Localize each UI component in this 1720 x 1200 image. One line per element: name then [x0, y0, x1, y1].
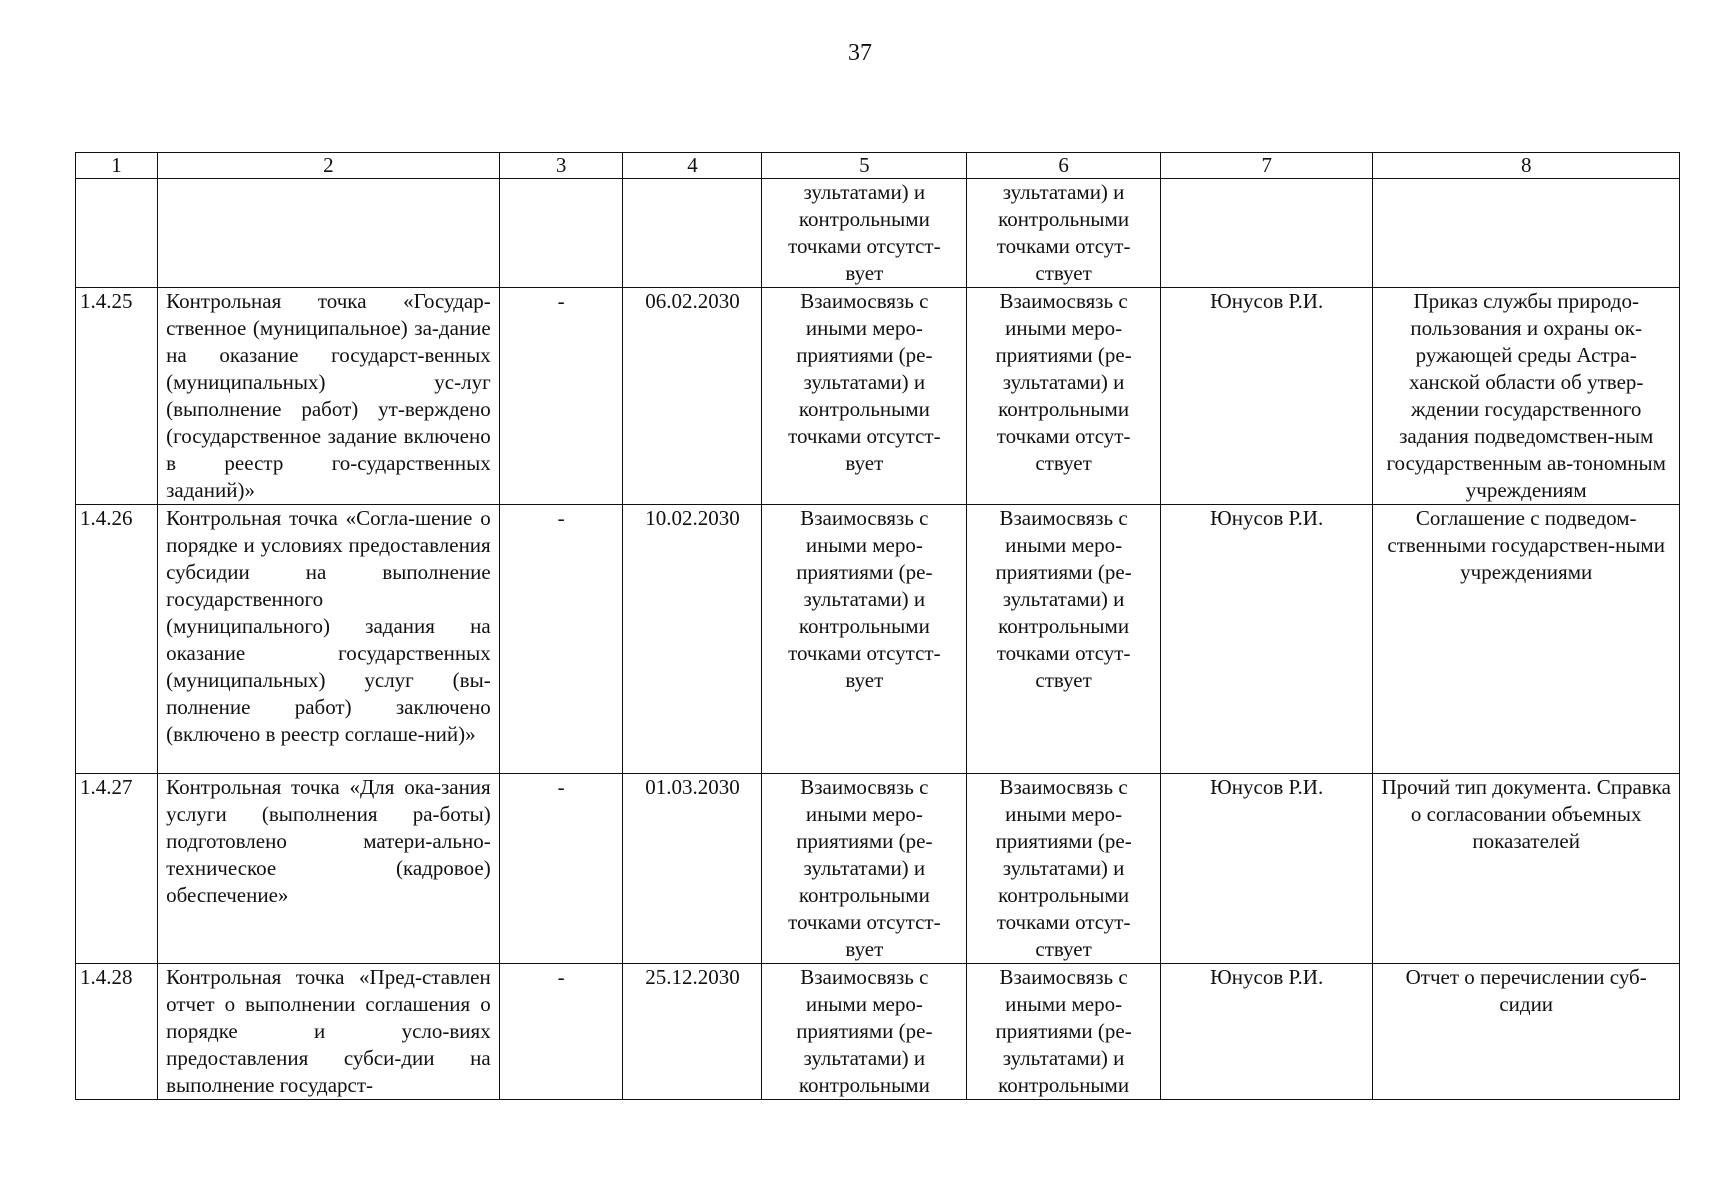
cell-number: 1.4.28: [76, 964, 158, 1100]
cell-control-point: Контрольная точка «Согла-шение о порядке и условиях предоставления субсидии на выполнение государственного (муниципального) задания на оказание государственных (муниципальных) услуг (вы-полнение работ) заключено (включено в реестр соглаше-ний)»: [158, 505, 500, 774]
cell-relation-5: Взаимосвязь с иными меро-приятиями (ре-зультатами) и контрольными точками отсутст-вует: [762, 288, 967, 505]
cell-relation-5: Взаимосвязь с иными меро-приятиями (ре-зультатами) и контрольными: [762, 964, 967, 1100]
table-row: [76, 288, 1680, 505]
cell-relation-5: Взаимосвязь с иными меро-приятиями (ре-зультатами) и контрольными точками отсутст-вует: [762, 774, 967, 964]
column-number: 4: [623, 153, 762, 179]
cell-relation-6: зультатами) и контрольными точками отсут-ствует: [967, 179, 1161, 288]
control-points-table: [75, 152, 1680, 1100]
table-row: [76, 505, 1680, 774]
cell-control-point: Контрольная точка «Пред-ставлен отчет о выполнении соглашения о порядке и усло-виях предоставления субси-дии на выполнение государст-: [158, 964, 500, 1100]
cell-empty: [76, 179, 158, 288]
column-number: 5: [762, 153, 967, 179]
cell-col3: -: [499, 774, 623, 964]
column-number: 7: [1160, 153, 1372, 179]
cell-col3: -: [499, 964, 623, 1100]
cell-document: Прочий тип документа. Справка о согласовании объемных показателей: [1373, 774, 1680, 964]
page-number: 37: [848, 40, 872, 66]
cell-document: Отчет о перечислении суб-сидии: [1373, 964, 1680, 1100]
table-row: [76, 964, 1680, 1100]
cell-date: 10.02.2030: [623, 505, 762, 774]
cell-empty: [1373, 179, 1680, 288]
cell-responsible: Юнусов Р.И.: [1160, 964, 1372, 1100]
cell-responsible: Юнусов Р.И.: [1160, 774, 1372, 964]
cell-relation-5: зультатами) и контрольными точками отсутст-вует: [762, 179, 967, 288]
table-row: [76, 774, 1680, 964]
cell-document: Приказ службы природо-пользования и охраны ок-ружающей среды Астра-ханской области об утвер-ждении государственного задания подведомствен-ным государственным ав-тономным учреждениям: [1373, 288, 1680, 505]
column-number: 2: [158, 153, 500, 179]
cell-responsible: Юнусов Р.И.: [1160, 505, 1372, 774]
cell-empty: [158, 179, 500, 288]
cell-empty: [1160, 179, 1372, 288]
cell-relation-6: Взаимосвязь с иными меро-приятиями (ре-зультатами) и контрольными точками отсут-ствует: [967, 774, 1161, 964]
cell-col3: -: [499, 505, 623, 774]
continuation-row: [76, 179, 1680, 288]
cell-col3: -: [499, 288, 623, 505]
cell-relation-6: Взаимосвязь с иными меро-приятиями (ре-зультатами) и контрольными: [967, 964, 1161, 1100]
column-number-row: [76, 153, 1680, 179]
cell-date: 01.03.2030: [623, 774, 762, 964]
cell-number: 1.4.26: [76, 505, 158, 774]
column-number: 6: [967, 153, 1161, 179]
cell-relation-6: Взаимосвязь с иными меро-приятиями (ре-зультатами) и контрольными точками отсут-ствует: [967, 288, 1161, 505]
cell-control-point: Контрольная точка «Для ока-зания услуги (выполнения ра-боты) подготовлено матери-ально-техническое (кадровое) обеспечение»: [158, 774, 500, 964]
cell-relation-5: Взаимосвязь с иными меро-приятиями (ре-зультатами) и контрольными точками отсутст-вует: [762, 505, 967, 774]
cell-empty: [499, 179, 623, 288]
column-number: 1: [76, 153, 158, 179]
cell-empty: [623, 179, 762, 288]
column-number: 8: [1373, 153, 1680, 179]
cell-date: 25.12.2030: [623, 964, 762, 1100]
cell-control-point: Контрольная точка «Государ-ственное (муниципальное) за-дание на оказание государст-венных (муниципальных) ус-луг (выполнение работ) ут-верждено (государственное задание включено в реестр го-сударственных заданий)»: [158, 288, 500, 505]
cell-document: Соглашение с подведом-ственными государствен-ными учреждениями: [1373, 505, 1680, 774]
cell-responsible: Юнусов Р.И.: [1160, 288, 1372, 505]
cell-relation-6: Взаимосвязь с иными меро-приятиями (ре-зультатами) и контрольными точками отсут-ствует: [967, 505, 1161, 774]
cell-number: 1.4.27: [76, 774, 158, 964]
cell-number: 1.4.25: [76, 288, 158, 505]
column-number: 3: [499, 153, 623, 179]
cell-date: 06.02.2030: [623, 288, 762, 505]
